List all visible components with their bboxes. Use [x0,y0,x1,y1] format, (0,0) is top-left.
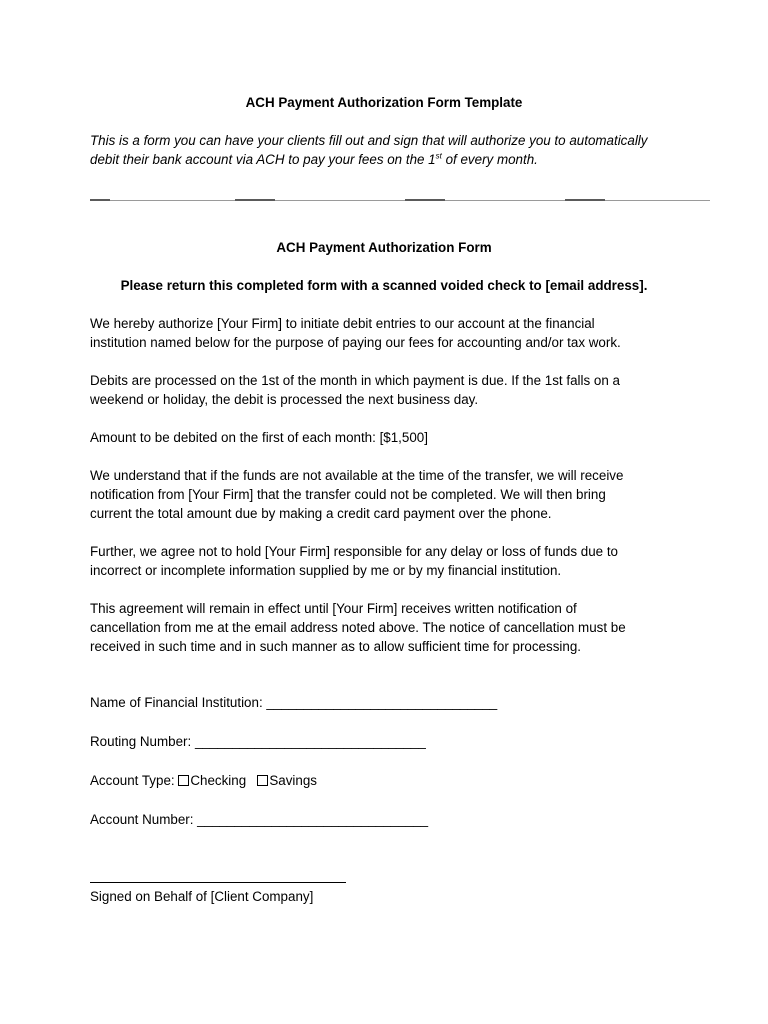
document-title: ACH Payment Authorization Form Template [245,95,523,110]
paragraph-agreement-line1: This agreement will remain in effect until [Your Firm] receives written notification of [90,601,577,616]
form-instruction: Please return this completed form with a scanned voided check to [email address]. [120,278,648,293]
intro-superscript: st [435,151,442,161]
field-routing-number[interactable]: Routing Number: _______________________________ [90,734,426,749]
intro-text-line2-end: of every month. [441,152,538,167]
section-divider [90,200,710,201]
savings-checkbox[interactable] [257,775,268,786]
form-title: ACH Payment Authorization Form [276,240,492,255]
paragraph-liability-line1: Further, we agree not to hold [Your Firm] responsible for any delay or loss of funds due to [90,544,618,559]
paragraph-authorize-line2: institution named below for the purpose of paying our fees for accounting and/or tax work. [90,335,621,350]
paragraph-agreement-line3: received in such time and in such manner as to allow sufficient time for processing. [90,639,581,654]
signature-line[interactable] [90,882,346,883]
paragraph-liability-line2: incorrect or incomplete information supplied by me or by my financial institution. [90,563,562,578]
account-type-label: Account Type: [90,773,179,788]
checking-label: Checking [190,773,247,788]
paragraph-amount: Amount to be debited on the first of each month: [$1,500] [90,430,428,445]
signature-caption: Signed on Behalf of [Client Company] [90,889,314,904]
intro-text-line2 [90,150,670,169]
paragraph-authorize-line1: We hereby authorize [Your Firm] to initiate debit entries to our account at the financial [90,316,595,331]
savings-label: Savings [269,773,317,788]
field-financial-institution[interactable]: Name of Financial Institution: _______________________________ [90,695,498,710]
checking-checkbox[interactable] [178,775,189,786]
paragraph-agreement-line2: cancellation from me at the email address noted above. The notice of cancellation must be [90,620,626,635]
paragraph-debits-line2: weekend or holiday, the debit is processed the next business day. [90,392,479,407]
paragraph-funds-line1: We understand that if the funds are not available at the time of the transfer, we will receive [90,468,624,483]
intro-text-line1: This is a form you can have your clients fill out and sign that will authorize you to automatically [90,133,648,148]
paragraph-debits-line1: Debits are processed on the 1st of the month in which payment is due. If the 1st falls on a [90,373,620,388]
intro-text-line2-main: debit their bank account via ACH to pay your fees on the 1 [90,152,436,167]
field-account-type [90,771,670,790]
paragraph-funds-line3: current the total amount due by making a credit card payment over the phone. [90,506,552,521]
field-account-number[interactable]: Account Number: _______________________________ [90,812,429,827]
paragraph-funds-line2: notification from [Your Firm] that the transfer could not be completed. We will then bring [90,487,606,502]
